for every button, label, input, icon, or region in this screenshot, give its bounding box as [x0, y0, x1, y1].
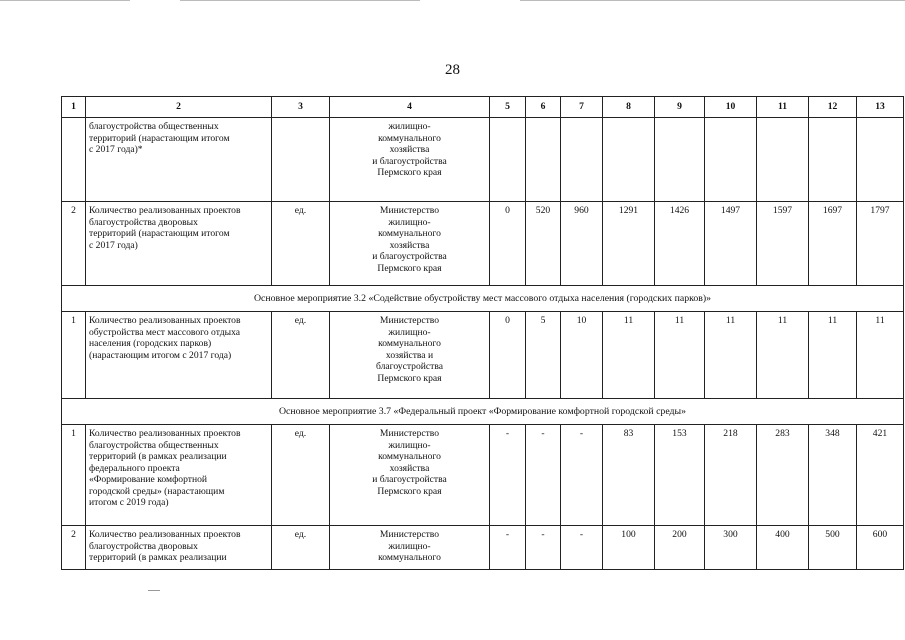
section-row [62, 399, 904, 425]
indicator-name: Количество реализованных проектов благоустройства дворовых территорий (в рамках реализации [86, 526, 272, 570]
value-cell-13: 600 [857, 526, 904, 570]
indicator-name: благоустройства общественных территорий (нарастающим итогом с 2017 года)* [86, 118, 272, 202]
value-cell-7: - [561, 526, 603, 570]
header-cell-6: 6 [526, 97, 561, 118]
value-cell-10: 300 [705, 526, 757, 570]
responsible-org: Министерство жилищно- коммунального [330, 526, 490, 570]
value-cell-8: 11 [603, 312, 655, 399]
value-cell-10: 11 [705, 312, 757, 399]
value-cell-11: 1597 [757, 202, 809, 286]
value-cell-5: - [490, 425, 526, 526]
responsible-org: Министерство жилищно- коммунального хозяйства и благоустройства Пермского края [330, 425, 490, 526]
table-row [62, 202, 904, 286]
row-number: 1 [62, 312, 86, 399]
value-cell-8: 1291 [603, 202, 655, 286]
value-cell-9: 1426 [655, 202, 705, 286]
value-cell-13 [857, 118, 904, 202]
value-cell-12 [809, 118, 857, 202]
row-number: 1 [62, 425, 86, 526]
value-cell-8: 100 [603, 526, 655, 570]
header-cell-1: 1 [62, 97, 86, 118]
value-cell-6: - [526, 425, 561, 526]
value-cell-10: 1497 [705, 202, 757, 286]
scan-top-line-left [0, 0, 130, 1]
value-cell-7: 960 [561, 202, 603, 286]
header-cell-5: 5 [490, 97, 526, 118]
value-cell-8: 83 [603, 425, 655, 526]
value-cell-7: - [561, 425, 603, 526]
unit-cell: ед. [272, 526, 330, 570]
header-cell-9: 9 [655, 97, 705, 118]
unit-cell: ед. [272, 425, 330, 526]
header-cell-11: 11 [757, 97, 809, 118]
value-cell-6: 520 [526, 202, 561, 286]
value-cell-7: 10 [561, 312, 603, 399]
scan-mark [148, 590, 160, 591]
value-cell-12: 11 [809, 312, 857, 399]
section-row [62, 286, 904, 312]
table-row [62, 118, 904, 202]
responsible-org: жилищно- коммунального хозяйства и благоустройства Пермского края [330, 118, 490, 202]
value-cell-5: 0 [490, 312, 526, 399]
value-cell-10 [705, 118, 757, 202]
value-cell-5: - [490, 526, 526, 570]
value-cell-9: 11 [655, 312, 705, 399]
table-row [62, 425, 904, 526]
value-cell-11: 11 [757, 312, 809, 399]
value-cell-13: 11 [857, 312, 904, 399]
scan-top-line-right [520, 0, 905, 1]
value-cell-9 [655, 118, 705, 202]
unit-cell [272, 118, 330, 202]
header-cell-7: 7 [561, 97, 603, 118]
indicator-name: Количество реализованных проектов благоустройства дворовых территорий (нарастающим итогом с 2017 года) [86, 202, 272, 286]
row-number [62, 118, 86, 202]
row-number: 2 [62, 202, 86, 286]
value-cell-8 [603, 118, 655, 202]
header-cell-3: 3 [272, 97, 330, 118]
value-cell-11: 283 [757, 425, 809, 526]
header-cell-4: 4 [330, 97, 490, 118]
value-cell-10: 218 [705, 425, 757, 526]
unit-cell: ед. [272, 312, 330, 399]
header-cell-2: 2 [86, 97, 272, 118]
header-cell-8: 8 [603, 97, 655, 118]
section-3-7-title: Основное мероприятие 3.7 «Федеральный проект «Формирование комфортной городской среды» [62, 399, 904, 425]
responsible-org: Министерство жилищно- коммунального хозяйства и благоустройства Пермского края [330, 312, 490, 399]
value-cell-13: 1797 [857, 202, 904, 286]
section-3-2-title: Основное мероприятие 3.2 «Содействие обустройству мест массового отдыха населения (городских парков)» [62, 286, 904, 312]
indicator-name: Количество реализованных проектов благоустройства общественных территорий (в рамках реализации федерального проекта «Формирование комфортной городской среды» (нарастающим итогом с 2019 года) [86, 425, 272, 526]
value-cell-6: - [526, 526, 561, 570]
value-cell-5: 0 [490, 202, 526, 286]
value-cell-12: 1697 [809, 202, 857, 286]
header-cell-12: 12 [809, 97, 857, 118]
value-cell-6 [526, 118, 561, 202]
value-cell-7 [561, 118, 603, 202]
header-row [62, 97, 904, 118]
page-number: 28 [445, 62, 460, 78]
value-cell-9: 153 [655, 425, 705, 526]
value-cell-12: 500 [809, 526, 857, 570]
value-cell-13: 421 [857, 425, 904, 526]
table-row [62, 312, 904, 399]
value-cell-12: 348 [809, 425, 857, 526]
header-cell-10: 10 [705, 97, 757, 118]
value-cell-11: 400 [757, 526, 809, 570]
value-cell-9: 200 [655, 526, 705, 570]
header-cell-13: 13 [857, 97, 904, 118]
indicators-table [61, 96, 904, 570]
value-cell-11 [757, 118, 809, 202]
value-cell-5 [490, 118, 526, 202]
value-cell-6: 5 [526, 312, 561, 399]
scan-top-line-mid [180, 0, 420, 1]
table-row [62, 526, 904, 570]
responsible-org: Министерство жилищно- коммунального хозяйства и благоустройства Пермского края [330, 202, 490, 286]
row-number: 2 [62, 526, 86, 570]
indicator-name: Количество реализованных проектов обустройства мест массового отдыха населения (городских парков) (нарастающим итогом с 2017 года) [86, 312, 272, 399]
unit-cell: ед. [272, 202, 330, 286]
